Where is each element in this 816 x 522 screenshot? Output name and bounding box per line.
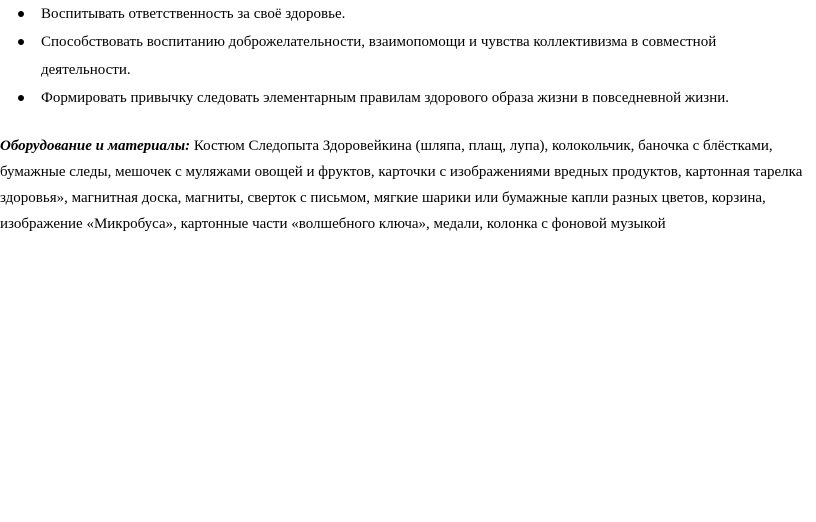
equipment-paragraph — [0, 133, 816, 237]
list-item — [0, 84, 816, 112]
list-item — [0, 0, 816, 28]
equipment-text: Костюм Следопыта Здоровейкина (шляпа, плащ, лупа), колокольчик, баночка с блёстками, бумажные следы, мешочек с муляжами овощей и фруктов, карточки с изображениями вредных продуктов, картонная тарелка здоровья», магнитная доска, магниты, сверток с письмом, мягкие шарики или бумажные капли разных цветов, корзина, изображение «Микробуса», картонные части «волшебного ключа», медали, колонка с фоновой музыкой — [0, 138, 803, 232]
goals-list — [0, 0, 816, 112]
equipment-label: Оборудование и материалы: — [0, 138, 191, 154]
bullet-icon — [18, 39, 24, 45]
goal-text: Воспитывать ответственность за своё здоровье. — [41, 6, 346, 22]
bullet-icon — [18, 95, 24, 101]
bullet-icon — [18, 11, 24, 17]
goal-text: Формировать привычку следовать элементарным правилам здорового образа жизни в повседневной жизни. — [41, 90, 729, 106]
goal-text: Способствовать воспитанию доброжелательности, взаимопомощи и чувства коллективизма в совместной деятельности. — [41, 34, 717, 78]
list-item — [0, 28, 816, 84]
